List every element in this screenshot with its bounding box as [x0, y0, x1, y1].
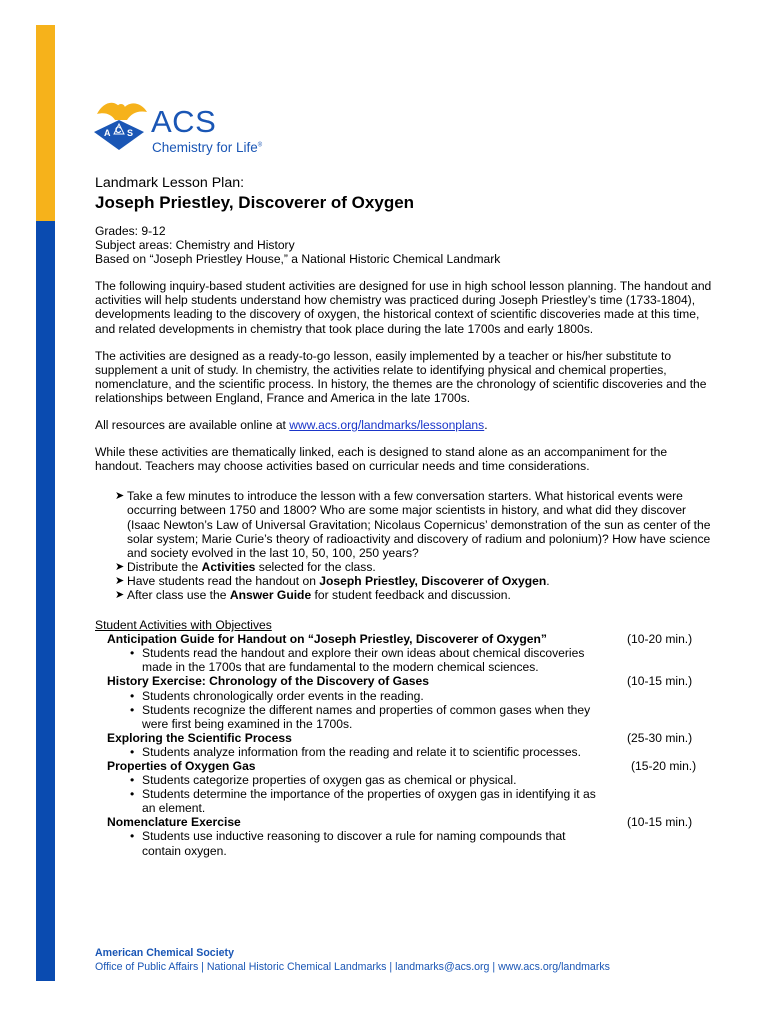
- footer: [95, 946, 610, 974]
- activity-title: History Exercise: Chronology of the Discovery of Gases: [107, 674, 429, 689]
- list-item: ➤ After class use the Answer Guide for student feedback and discussion.: [115, 587, 511, 602]
- objective-item: • Students chronologically order events in the reading.: [130, 688, 424, 703]
- svg-text:S: S: [127, 128, 134, 138]
- acs-logo: [89, 92, 289, 162]
- resources-line: All resources are available online at www.acs.org/landmarks/lessonplans.: [95, 418, 488, 433]
- lesson-steps: [95, 489, 715, 602]
- based-on: Based on “Joseph Priestley House,” a National Historic Chemical Landmark: [95, 252, 501, 267]
- list-item: ➤ Take a few minutes to introduce the lesson with a few conversation starters. What historical events were occurring between 1750 and 1800? Who are some major scientists in history, and what did they discover (Isaac Newton’s Law of Universal Gravitation; Nicolaus Copernicus’ demonstration of the sun as center of the solar system; Marie Curie’s theory of radioactivity and discovery of radium and polonium)? How have science and society evolved in the last 10, 50, 100, 250 years?: [115, 489, 711, 560]
- standalone-paragraph: While these activities are thematically linked, each is designed to stand alone as an accompaniment for the handout. Teachers may choose activities based on curricular needs and time considerations.: [95, 445, 668, 474]
- bullet-dot-icon: •: [130, 773, 135, 788]
- bullet-dot-icon: •: [130, 702, 135, 717]
- activity-item: [95, 731, 715, 759]
- activity-item: [95, 815, 715, 857]
- svg-text:C: C: [115, 125, 122, 135]
- list-item: ➤ Have students read the handout on Joseph Priestley, Discoverer of Oxygen.: [115, 573, 550, 588]
- objective-item: • Students determine the importance of the properties of oxygen gas in identifying it as an element.: [130, 787, 596, 816]
- acs-eagle-emblem-icon: [89, 92, 149, 154]
- objective-item: • Students read the handout and explore their own ideas about chemical discoveries made in the 1700s that are fundamental to the modern chemical sciences.: [130, 646, 585, 675]
- objective-item: • Students analyze information from the reading and relate it to scientific processes.: [130, 744, 581, 759]
- activities-heading: Student Activities with Objectives: [95, 618, 272, 633]
- activity-time: (10-15 min.): [627, 815, 693, 830]
- logo-wordmark: ACS: [151, 104, 217, 139]
- activity-title: Anticipation Guide for Handout on “Joseph Priestley, Discoverer of Oxygen”: [107, 632, 547, 647]
- lesson-content: [95, 175, 715, 858]
- bullet-dot-icon: •: [130, 829, 135, 844]
- blue-side-bar: [36, 221, 55, 981]
- activity-item: [95, 759, 715, 815]
- footer-org: American Chemical Society: [95, 947, 234, 959]
- intro-paragraph: The following inquiry-based student activities are designed for use in high school lesson planning. The handout and activities will help students understand how chemistry was practiced during Joseph Priestley’s time (1733-1804), developments leading to the discovery of oxygen, the historical context of scientific discoveries made at this time, and related developments in chemistry that took place during the late 1700s and early 1800s.: [95, 279, 712, 336]
- activity-item: [95, 632, 715, 674]
- activity-time: (10-15 min.): [627, 674, 693, 689]
- activity-title: Nomenclature Exercise: [107, 815, 241, 830]
- objective-item: • Students use inductive reasoning to discover a rule for naming compounds that contain oxygen.: [130, 829, 566, 858]
- arrow-bullet-icon: ➤: [115, 560, 125, 573]
- lesson-label: Landmark Lesson Plan:: [95, 175, 245, 191]
- objective-item: • Students categorize properties of oxygen gas as chemical or physical.: [130, 773, 517, 788]
- activity-title: Exploring the Scientific Process: [107, 730, 292, 745]
- activities-paragraph: The activities are designed as a ready-to-go lesson, easily implemented by a teacher or his/her substitute to supplement a unit of study. In chemistry, the activities relate to identifying physical and chemical properties, nomenclature, and the scientific process. In history, the themes are the chronology of scientific discoveries and the relationships between England, France and America in the late 1700s.: [95, 348, 707, 405]
- arrow-bullet-icon: ➤: [115, 588, 125, 601]
- activity-time: (25-30 min.): [627, 730, 693, 745]
- activity-item: [95, 674, 715, 730]
- activity-time: (15-20 min.): [631, 759, 697, 773]
- lessonplans-link[interactable]: www.acs.org/landmarks/lessonplans: [289, 418, 485, 433]
- gold-side-bar: [36, 25, 55, 221]
- list-item: ➤ Distribute the Activities selected for the class.: [115, 559, 376, 574]
- subject-areas: Subject areas: Chemistry and History: [95, 238, 295, 253]
- activity-time: (10-20 min.): [627, 632, 693, 647]
- grades: Grades: 9-12: [95, 224, 166, 238]
- page-title: Joseph Priestley, Discoverer of Oxygen: [95, 193, 415, 212]
- arrow-bullet-icon: ➤: [115, 490, 125, 503]
- logo-tagline: Chemistry for Life®: [152, 140, 263, 155]
- svg-text:A: A: [104, 128, 111, 138]
- bullet-dot-icon: •: [130, 646, 135, 661]
- arrow-bullet-icon: ➤: [115, 574, 125, 587]
- objective-item: • Students recognize the different names and properties of common gases when they were first being examined in the 1700s.: [130, 702, 591, 731]
- footer-contact-line: Office of Public Affairs | National Historic Chemical Landmarks | landmarks@acs.org | www.acs.org/landmarks: [95, 961, 610, 973]
- bullet-dot-icon: •: [130, 688, 135, 703]
- activities-list: [95, 632, 715, 858]
- bullet-dot-icon: •: [130, 787, 135, 802]
- activity-title: Properties of Oxygen Gas: [107, 759, 256, 773]
- bullet-dot-icon: •: [130, 744, 135, 759]
